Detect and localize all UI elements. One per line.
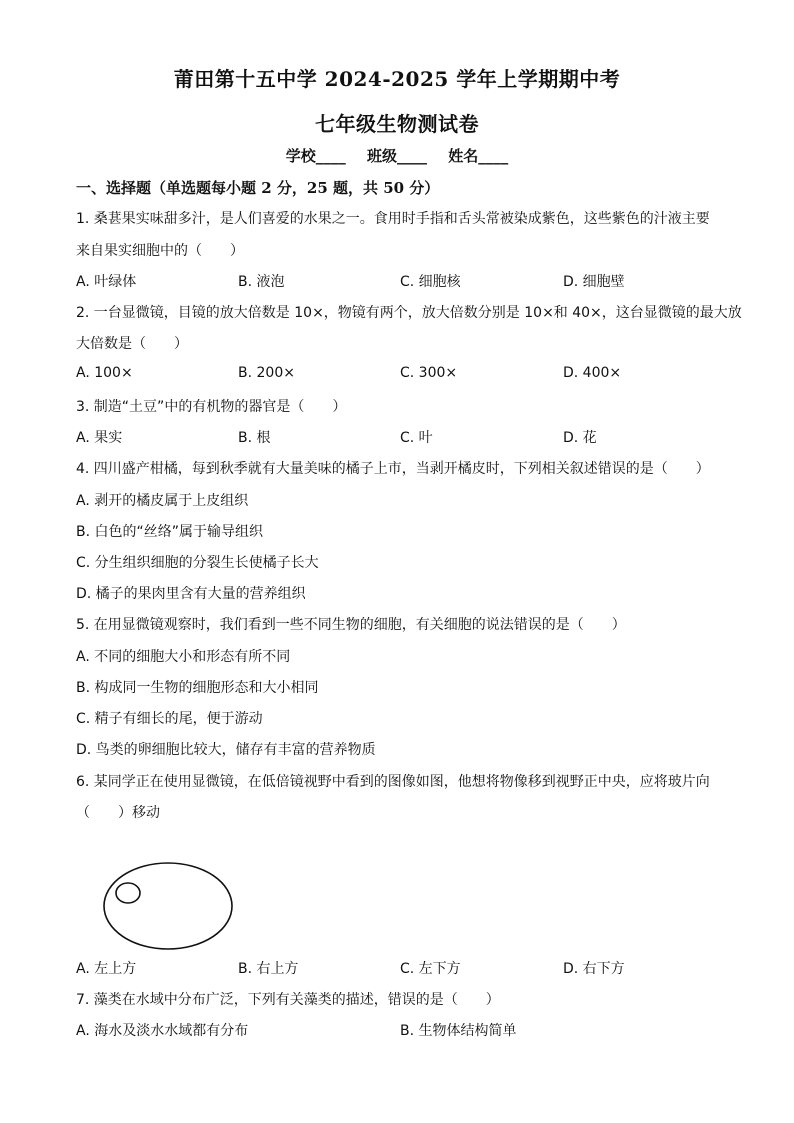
question-6-option-d: D. 右下方 bbox=[563, 961, 625, 977]
object-image-circle bbox=[116, 883, 140, 903]
section-title: 一、选择题（单选题每小题 2 分，25 题，共 50 分） bbox=[76, 179, 440, 197]
question-6-line-2: （ ）移动 bbox=[76, 805, 160, 821]
question-5-option-c: C. 精子有细长的尾，便于游动 bbox=[76, 711, 263, 727]
question-4-line-1: 4. 四川盛产柑橘，每到秋季就有大量美味的橘子上市，当剥开橘皮时，下列相关叙述错误的是（ ） bbox=[76, 461, 710, 477]
question-1-option-a: A. 叶绿体 bbox=[76, 274, 137, 290]
question-4-option-a: A. 剥开的橘皮属于上皮组织 bbox=[76, 493, 249, 509]
question-4-option-d: D. 橘子的果肉里含有大量的营养组织 bbox=[76, 586, 306, 602]
microscope-field-figure bbox=[100, 858, 240, 958]
question-7-line-1: 7. 藻类在水域中分布广泛，下列有关藻类的描述，错误的是（ ） bbox=[76, 992, 500, 1008]
question-2-line-1: 2. 一台显微镜，目镜的放大倍数是 10×，物镜有两个，放大倍数分别是 10×和 40×，这台显微镜的最大放 bbox=[76, 305, 742, 321]
question-6-line-1: 6. 某同学正在使用显微镜，在低倍镜视野中看到的图像如图，他想将物像移到视野正中央，应将玻片向 bbox=[76, 774, 710, 790]
question-5-option-b: B. 构成同一生物的细胞形态和大小相同 bbox=[76, 680, 319, 696]
question-3-line-1: 3. 制造“土豆”中的有机物的器官是（ ） bbox=[76, 399, 347, 415]
question-7-option-b: B. 生物体结构简单 bbox=[400, 1023, 517, 1039]
question-2-line-2: 大倍数是（ ） bbox=[76, 336, 188, 352]
question-2-option-d: D. 400× bbox=[563, 365, 622, 381]
question-1-line-2: 来自果实细胞中的（ ） bbox=[76, 243, 244, 259]
question-2-option-a: A. 100× bbox=[76, 365, 133, 381]
question-6-option-b: B. 右上方 bbox=[238, 961, 299, 977]
name-field-label: 姓名____ bbox=[448, 147, 509, 165]
question-1-option-d: D. 细胞壁 bbox=[563, 274, 625, 290]
question-3-option-d: D. 花 bbox=[563, 430, 597, 446]
question-2-option-b: B. 200× bbox=[238, 365, 295, 381]
question-2-option-c: C. 300× bbox=[400, 365, 458, 381]
student-info-line bbox=[0, 145, 794, 166]
field-of-view-ellipse bbox=[104, 863, 232, 949]
question-5-line-1: 5. 在用显微镜观察时，我们看到一些不同生物的细胞，有关细胞的说法错误的是（ ） bbox=[76, 617, 626, 633]
question-6-option-a: A. 左上方 bbox=[76, 961, 137, 977]
question-1-line-1: 1. 桑葚果实味甜多汁，是人们喜爱的水果之一。食用时手指和舌头常被染成紫色，这些紫色的汁液主要 bbox=[76, 211, 710, 227]
exam-subtitle: 七年级生物测试卷 bbox=[315, 112, 479, 136]
question-5-option-a: A. 不同的细胞大小和形态有所不同 bbox=[76, 649, 291, 665]
question-7-option-a: A. 海水及淡水水域都有分布 bbox=[76, 1023, 249, 1039]
question-4-option-c: C. 分生组织细胞的分裂生长使橘子长大 bbox=[76, 555, 319, 571]
class-field-label: 班级____ bbox=[366, 147, 427, 165]
question-4-option-b: B. 白色的“丝络”属于输导组织 bbox=[76, 524, 264, 540]
question-1-option-b: B. 液泡 bbox=[238, 274, 285, 290]
question-3-option-b: B. 根 bbox=[238, 430, 271, 446]
question-1-option-c: C. 细胞核 bbox=[400, 274, 461, 290]
question-3-option-a: A. 果实 bbox=[76, 430, 123, 446]
question-3-option-c: C. 叶 bbox=[400, 430, 433, 446]
question-5-option-d: D. 鸟类的卵细胞比较大，储存有丰富的营养物质 bbox=[76, 742, 376, 758]
school-field-label: 学校____ bbox=[285, 147, 346, 165]
question-6-option-c: C. 左下方 bbox=[400, 961, 461, 977]
exam-title: 莆田第十五中学 2024-2025 学年上学期期中考 bbox=[173, 67, 621, 91]
